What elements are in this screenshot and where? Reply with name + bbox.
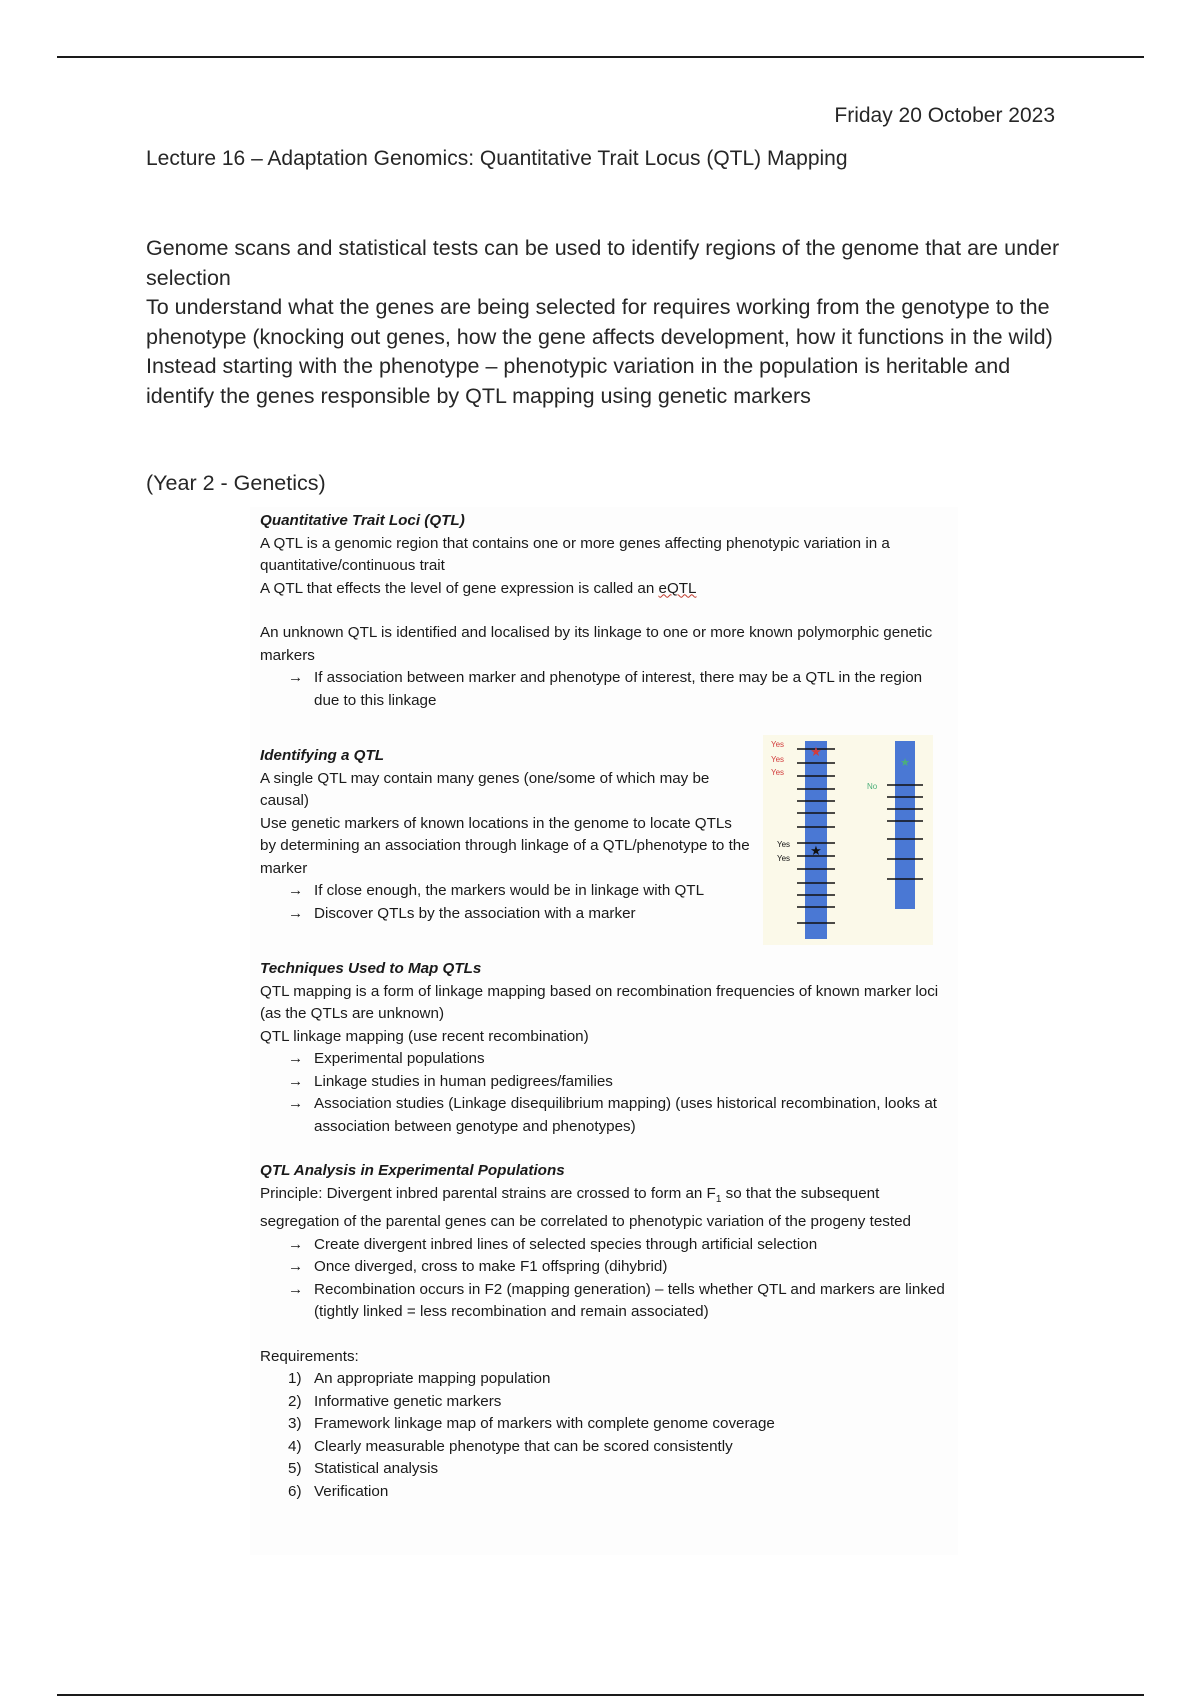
eqtl-definition: A QTL that effects the level of gene expression is called an eQTL — [260, 579, 697, 597]
arrow-icon: → — [288, 1095, 304, 1112]
arrow-icon: → — [288, 1050, 304, 1067]
yes-label: Yes — [771, 740, 785, 749]
black-star-icon: ★ — [810, 843, 822, 858]
list-item: → Create divergent inbred lines of selected species through artificial selection — [260, 1234, 950, 1257]
requirements-heading: Requirements: — [260, 1347, 359, 1365]
list-item: → Recombination occurs in F2 (mapping generation) – tells whether QTL and markers are linked (tightly linked = less recombination and remain associated) — [288, 1280, 945, 1321]
list-item: 6) Verification — [288, 1482, 389, 1500]
arrow-icon: → — [288, 904, 304, 922]
analysis-heading: QTL Analysis in Experimental Populations — [260, 1162, 565, 1179]
chromosome-svg — [763, 735, 933, 945]
list-item: → Association studies (Linkage disequilibrium mapping) (uses historical recombination, looks at association between genotype and phenotypes) — [288, 1095, 937, 1135]
identifying-section — [260, 745, 750, 925]
list-item: → Once diverged, cross to make F1 offspring (dihybrid) — [260, 1256, 950, 1279]
intro-line: Genome scans and statistical tests can be used to identify regions of the genome that are under selection — [146, 236, 1060, 290]
top-rule — [57, 56, 1144, 58]
yes-label: Yes — [777, 840, 791, 849]
eqtl-term: eQTL — [658, 579, 697, 597]
qtl-heading: Quantitative Trait Loci (QTL) — [260, 512, 465, 529]
list-item: → If association between marker and phenotype of interest, there may be a QTL in the region due to this linkage — [288, 669, 923, 709]
pasted-lecture-notes — [250, 507, 958, 1555]
intro-line: Instead starting with the phenotype – phenotypic variation in the population is heritable and identify the genes responsible by QTL mapping using genetic markers — [146, 354, 1011, 408]
list-item: → Experimental populations — [260, 1048, 950, 1071]
red-star-icon: ★ — [810, 744, 822, 759]
arrow-icon: → — [288, 1235, 304, 1253]
list-item: → If close enough, the markers would be in linkage with QTL — [260, 880, 750, 903]
techniques-line: QTL linkage mapping (use recent recombination) — [260, 1027, 589, 1045]
list-item: → Discover QTLs by the association with a marker — [260, 903, 750, 926]
arrow-icon: → — [288, 1280, 304, 1298]
techniques-heading: Techniques Used to Map QTLs — [260, 960, 482, 977]
arrow-icon: → — [288, 882, 304, 899]
yes-label: Yes — [777, 854, 791, 863]
identifying-line: A single QTL may contain many genes (one/some of which may be causal) — [260, 769, 710, 809]
left-chromosome — [805, 741, 827, 939]
yes-label: Yes — [771, 755, 785, 764]
lecture-title: Lecture 16 – Adaptation Genomics: Quantitative Trait Locus (QTL) Mapping — [146, 147, 848, 170]
list-item: → Linkage studies in human pedigrees/families — [260, 1071, 950, 1094]
chromosome-diagram — [763, 735, 933, 945]
intro-notes — [146, 234, 1071, 411]
list-item: 5) Statistical analysis — [288, 1460, 439, 1478]
no-label: No — [867, 782, 878, 791]
green-star-icon: ★ — [900, 757, 910, 769]
intro-line: To understand what the genes are being selected for requires working from the genotype to the phenotype (knocking out genes, how the gene affects development, how it functions in the wild) — [146, 295, 1053, 349]
list-item: 3) Framework linkage map of markers with complete genome coverage — [288, 1415, 775, 1433]
document-date: Friday 20 October 2023 — [834, 104, 1055, 127]
year-note: (Year 2 - Genetics) — [146, 471, 326, 495]
unknown-qtl-text: An unknown QTL is identified and localised by its linkage to one or more known polymorphic genetic markers — [260, 624, 933, 664]
techniques-line: QTL mapping is a form of linkage mapping based on recombination frequencies of known marker loci (as the QTLs are unknown) — [260, 982, 939, 1022]
arrow-icon: → — [288, 1258, 304, 1276]
analysis-principle: Principle: Divergent inbred parental strains are crossed to form an $F_1$ so that the subsequent segregation of the parental genes can be correlated to phenotypic variation of the progeny tested — [260, 1184, 911, 1231]
identifying-line: Use genetic markers of known locations in the genome to locate QTLs by determining an association through linkage of a QTL/phenotype to the marker — [260, 814, 750, 877]
list-item: 4) Clearly measurable phenotype that can be scored consistently — [288, 1437, 733, 1455]
list-item: 2) Informative genetic markers — [288, 1392, 502, 1410]
bottom-rule — [57, 1694, 1144, 1696]
arrow-icon: → — [288, 1072, 304, 1090]
list-item: 1) An appropriate mapping population — [288, 1370, 551, 1388]
qtl-definition: A QTL is a genomic region that contains one or more genes affecting phenotypic variation in a quantitative/continuous trait — [260, 534, 890, 574]
yes-label: Yes — [771, 768, 785, 777]
arrow-icon: → — [288, 669, 304, 686]
identifying-heading: Identifying a QTL — [260, 747, 385, 764]
